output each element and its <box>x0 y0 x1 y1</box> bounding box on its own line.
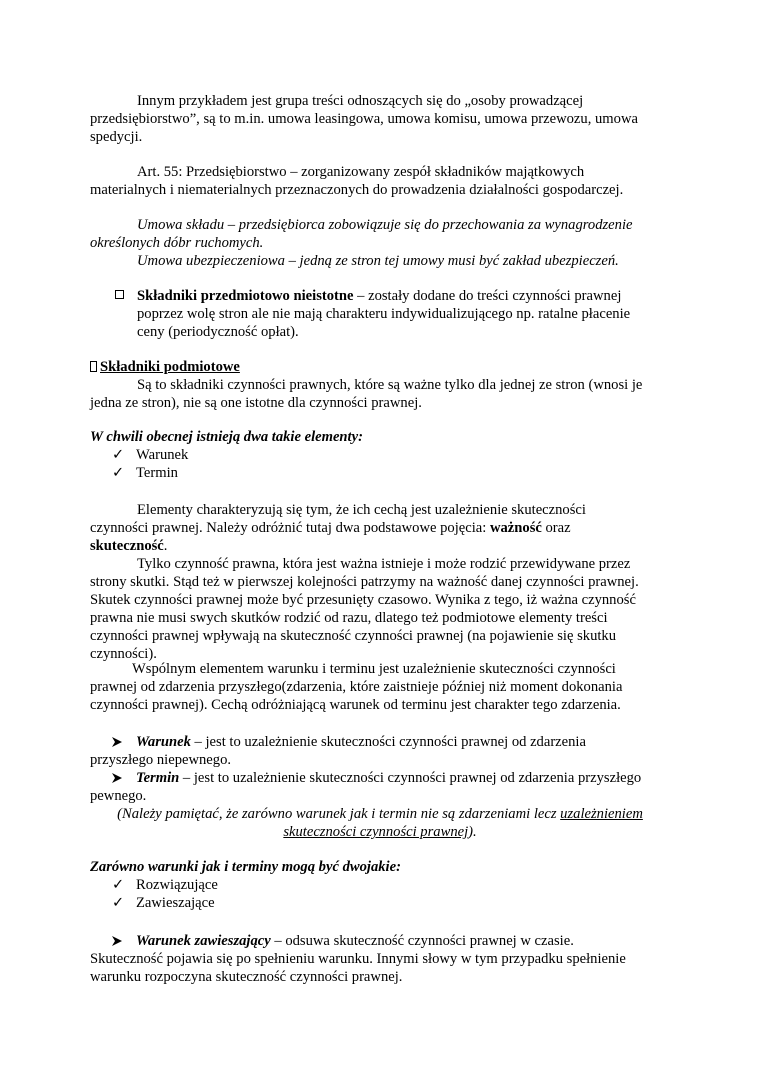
text-line: przyszłego niepewnego. <box>90 752 232 768</box>
paragraph-art-55 <box>90 163 670 199</box>
text-line: określonych dóbr ruchomych. <box>90 235 264 251</box>
list-item: ✓ Zawieszające <box>112 895 215 911</box>
text-line: Skuteczność pojawia się po spełnieniu warunku. Innymi słowy w tym przypadku spełnienie <box>90 951 626 967</box>
text-line: czynności). <box>90 646 157 662</box>
text-line: warunku rozpoczyna skuteczność czynności prawnej. <box>90 969 403 985</box>
text-line: prawnej od zdarzenia przyszłego(zdarzenia, które zaistnieje później niż moment dokonania <box>90 679 623 695</box>
bullet-term: Składniki przedmiotowo nieistotne <box>137 288 354 304</box>
types-list <box>90 858 670 912</box>
definitions-list <box>90 733 670 805</box>
check-icon: ✓ <box>112 447 125 463</box>
arrow-bullet-icon <box>112 769 136 787</box>
text-line: skuteczność. <box>90 538 168 554</box>
text-line: Art. 55: Przedsiębiorstwo – zorganizowany zespół składników majątkowych <box>137 164 585 180</box>
text-line: pewnego. <box>90 788 147 804</box>
text-line: czynności prawnej). Cechą odróżniającą warunek od terminu jest charakter tego zdarzenia. <box>90 697 621 713</box>
text-line: Skutek czynności prawnej może być przesunięty czasowo. Wynika z tego, iż ważna czynność <box>90 592 636 608</box>
bullet-text: – zostały dodane do treści czynności prawnej <box>353 288 622 304</box>
missing-glyph-icon <box>90 361 97 372</box>
definition-suspensive-condition: Warunek zawieszający – odsuwa skuteczność czynności prawnej w czasie. Skuteczność pojawia się po spełnieniu warunku. Innymi słowy w tym przypadku spełnienie warunku rozpoczyna skuteczność czynności prawnej. <box>90 932 670 986</box>
list-item: ✓ Rozwiązujące <box>112 877 218 893</box>
check-icon: ✓ <box>112 465 125 481</box>
text-line: poprzez wolę stron ale nie mają charakteru indywidualizującego np. ratalne płacenie <box>137 306 631 322</box>
text-line: czynności prawnej wpływają na skuteczność czynności prawnej (na pojawienie się skutku <box>90 628 617 644</box>
text-line: Są to składniki czynności prawnych, które są ważne tylko dla jednej ze stron (wnosi je <box>137 377 643 393</box>
square-bullet-icon <box>113 287 137 305</box>
text-line: Umowa ubezpieczeniowa – jedną ze stron tej umowy musi być zakład ubezpieczeń. <box>137 253 619 269</box>
elements-list <box>90 428 670 482</box>
text-line: spedycji. <box>90 129 143 145</box>
text-line: Innym przykładem jest grupa treści odnoszących się do „osoby prowadzącej <box>137 93 584 109</box>
definition-condition: Warunek – jest to uzależnienie skuteczności czynności prawnej od zdarzenia <box>90 733 670 751</box>
term-validity: ważność <box>489 520 542 536</box>
term-effectiveness: skuteczność <box>90 538 164 554</box>
check-icon: ✓ <box>112 895 125 911</box>
definition-term: Termin – jest to uzależnienie skuteczności czynności prawnej od zdarzenia przyszłego <box>90 769 670 787</box>
text-line: materialnych i niematerialnych przeznaczonych do prowadzenia działalności gospodarczej. <box>90 182 624 198</box>
list-item: ✓ Warunek <box>112 447 189 463</box>
text-line: Wspólnym elementem warunku i terminu jest uzależnienie skuteczności czynności <box>132 661 616 677</box>
list-item: ✓ Termin <box>112 465 178 481</box>
paragraph-contract-examples <box>90 216 670 270</box>
arrow-bullet-icon <box>112 932 136 950</box>
arrow-bullet-icon <box>112 733 136 751</box>
paragraph-valid-act <box>90 555 670 663</box>
text-line: Tylko czynność prawna, która jest ważna istnieje i może rodzić przewidywane przez <box>137 556 631 572</box>
paragraph-common-element <box>90 660 670 714</box>
check-icon: ✓ <box>112 877 125 893</box>
note-centered: (Należy pamiętać, że zarówno warunek jak i termin nie są zdarzeniami lecz uzależnieniem skuteczności czynności prawnej). <box>117 806 643 840</box>
text-line: przedsiębiorstwo”, są to m.in. umowa leasingowa, umowa komisu, umowa przewozu, umowa <box>90 111 638 127</box>
section-title: Składniki podmiotowe <box>100 359 240 375</box>
text-line: jedna ze stron), nie są one istotne dla czynności prawnej. <box>90 395 422 411</box>
text-line: ceny (periodyczność opłat). <box>137 324 299 340</box>
bullet-item-nonessential <box>113 287 673 341</box>
text-line: Umowa składu – przedsiębiorca zobowiązuje się do przechowania za wynagrodzenie <box>137 217 633 233</box>
section-subjective-components <box>90 358 670 412</box>
paragraph-validity-effectiveness <box>90 501 670 555</box>
list-heading: W chwili obecnej istnieją dwa takie elementy: <box>90 429 363 445</box>
text-line: strony skutki. Stąd też w pierwszej kolejności patrzymy na ważność danej czynności prawnej. <box>90 574 639 590</box>
paragraph-group-entities <box>90 92 670 146</box>
text-line: Elementy charakteryzują się tym, że ich cechą jest uzależnienie skuteczności <box>137 502 586 518</box>
text-line: prawna nie musi swych skutków rodzić od razu, dlatego też podmiotowe elementy treści <box>90 610 608 626</box>
text-line: czynności prawnej. Należy odróżnić tutaj dwa podstawowe pojęcia: ważność oraz <box>90 520 571 536</box>
list-heading: Zarówno warunki jak i terminy mogą być dwojakie: <box>90 859 401 875</box>
